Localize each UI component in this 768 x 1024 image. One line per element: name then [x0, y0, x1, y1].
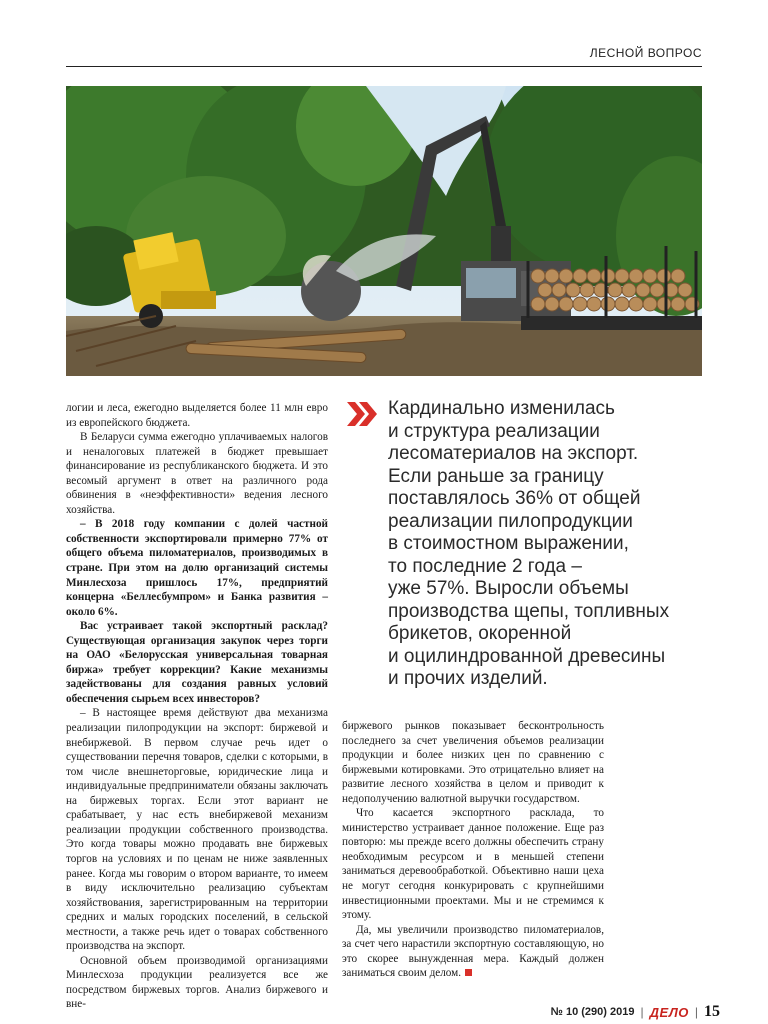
pull-quote-line: брикетов, окоренной — [388, 623, 572, 644]
paragraph: Что касается экспортного расклада, то министерство устраивает данное положение. Еще раз повторю: мы прежде всего должны обеспечить страну необходимым ресурсом и в меньшей степени заниматься деревообработкой. Объективно наши цеха не могут сегодня конкурировать с крупнейшими инвестиционными проектами. Мы и не стремимся к этому. — [342, 807, 604, 922]
interview-question: – В 2018 году компании с долей частной собственности экспортировали примерно 77% от общего объема пиломатериалов, производимых в стране. При этом на долю организаций системы Минлесхоза пришлось 17%, предприятий концерна «Беллесбумпром» и Банка развития – около 6%. — [66, 518, 328, 618]
pull-quote-line: уже 57%. Выросли объемы — [388, 578, 629, 599]
footer-separator: | — [694, 1005, 698, 1019]
paragraph: логии и леса, ежегодно выделяется более 11 млн евро из европейского бюджета. — [66, 402, 328, 429]
paragraph: В Беларуси сумма ежегодно уплачиваемых налогов и неналоговых платежей в бюджет превышает финансирование из республиканского бюджета. И это весомый аргумент в ответ на различного рода обвинения в «неэффективности» ведения лесного хозяйства. — [66, 431, 328, 516]
article-photo — [66, 86, 702, 376]
article-column-left — [66, 401, 328, 1012]
paragraph: биржевого рынков показывает бесконтрольность последнего за счет увеличения объемов реализации продукции и более низких цен по сравнению с биржевыми котировками. Это отрицательно влияет на развитие лесного хозяйства в целом и приводит к недополучению валютной выручки государством. — [342, 720, 604, 805]
pull-quote-line: производства щепы, топливных — [388, 600, 670, 622]
paragraph: – В настоящее время действуют два механизма реализации пилопродукции на экспорт: биржевой и внебиржевой. В первом случае речь идет о существовании перечня товаров, сделки с которыми, в том числе внешнеторговые, юридические лица и индивидуальные предприниматели обязаны заключать на биржевых торгах. Если этот вариант не срабатывает, у нас есть внебиржевой механизм реализации продукции собственного производства. Это когда товары можно продавать вне биржевых торгов на условиях и по ценам не ниже заявленных ранее. Когда мы говорим о втором варианте, то имеем в виду исключительно реализацию субъектам хозяйствования, зарегистрированным на территории средних и малых городских поселений, в сельской местности, а также речь идет о товарах собственного производства на экспорт. — [66, 707, 328, 953]
footer-separator: | — [640, 1005, 644, 1019]
pull-quote-line: то последние 2 года – — [388, 555, 582, 577]
issue-number: № 10 (290) 2019 — [550, 1006, 635, 1018]
paragraph — [342, 923, 604, 981]
pull-quote-line: лесоматериалов на экспорт. — [388, 443, 639, 464]
pull-quote-line: Кардинально изменилась — [388, 398, 615, 419]
pull-quote-line: поставлялось 36% от общей — [388, 488, 641, 509]
header-rule — [66, 66, 702, 67]
page-number: 15 — [704, 1003, 720, 1020]
pull-quote-line: и прочих изделий. — [388, 668, 548, 689]
end-of-article-mark — [465, 969, 472, 976]
page-footer — [551, 1003, 720, 1021]
pull-quote-line: в стоимостном выражении, — [388, 533, 629, 554]
interview-question: Вас устраивает такой экспортный расклад? Существующая организация закупок через торги на ОАО «Белорусская универсальная товарная биржа» требует коррекции? Какие механизмы задействованы для создания равных условий обеспечения сырьем всех инвесторов? — [66, 620, 328, 705]
pull-quote-line: и оцилиндрованной древесины — [388, 645, 666, 667]
paragraph-text: Да, мы увеличили производство пиломатериалов, за счет чего нарастили экспортную составляющую, но это скорее вынужденная мера. Каждый должен заниматься своим делом. — [342, 923, 604, 980]
pull-quote-line: и структура реализации — [388, 420, 600, 442]
article-column-right — [342, 719, 604, 981]
pull-quote — [388, 398, 708, 691]
paragraph: Основной объем производимой организациями Минлесхоза продукции реализуется все же посредством биржевых торгов. Анализ биржевого и вне- — [66, 954, 328, 1011]
magazine-logo: ДЕЛО — [649, 1004, 689, 1020]
section-label: ЛЕСНОЙ ВОПРОС — [589, 46, 702, 60]
pull-quote-line: реализации пилопродукции — [388, 510, 633, 532]
quote-chevron-icon — [345, 398, 377, 430]
pull-quote-line: Если раньше за границу — [388, 465, 604, 487]
